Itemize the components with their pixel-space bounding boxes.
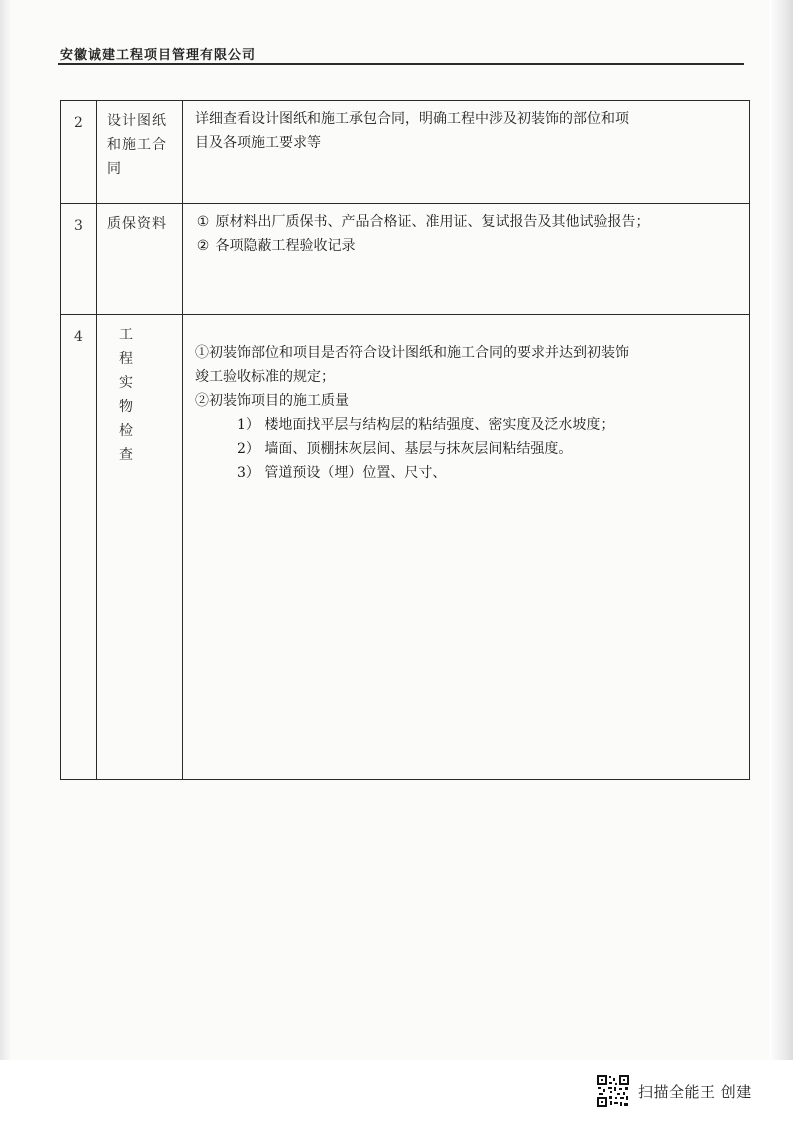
row-content: [183, 315, 750, 780]
scan-shadow-right: [769, 0, 793, 1060]
item-char: 查: [119, 447, 133, 463]
row-content: [183, 204, 750, 315]
table-row: [61, 101, 750, 204]
item-char: 物: [119, 399, 133, 415]
item-char: 工: [119, 327, 133, 343]
row-item-vertical: [97, 315, 183, 780]
sub-item: 2） 墙面、顶棚抹灰层间、基层与抹灰层间粘结强度。: [237, 441, 573, 457]
table-row: [61, 204, 750, 315]
item-char: 检: [119, 423, 133, 439]
item-line: 同: [107, 161, 122, 177]
item-line: 设计图纸: [107, 113, 167, 129]
row-number: 2: [61, 101, 97, 204]
item-char: 实: [119, 375, 133, 391]
list-item: [195, 234, 739, 258]
content-line: ②初装饰项目的施工质量: [195, 393, 349, 409]
header-rule: [58, 63, 744, 65]
sub-item: 1） 楼地面找平层与结构层的粘结强度、密实度及泛水坡度；: [237, 417, 615, 433]
circled-number: ①: [196, 214, 210, 230]
list-item-text: 各项隐蔽工程验收记录: [215, 238, 356, 254]
item-line: 和施工合: [107, 137, 167, 153]
content-line: 竣工验收标准的规定；: [195, 369, 335, 385]
list-item-text: 原材料出厂质保书、产品合格证、准用证、复试报告及其他试验报告；: [215, 214, 650, 230]
item-line: 质保资料: [107, 216, 167, 232]
row-item: [97, 101, 183, 204]
company-header: 安徽诚建工程项目管理有限公司: [60, 48, 257, 63]
content-line: 详细查看设计图纸和施工承包合同，明确工程中涉及初装饰的部位和项: [195, 111, 629, 127]
row-content: [183, 101, 750, 204]
qr-code-icon: [596, 1074, 630, 1108]
circled-number: ②: [196, 238, 210, 254]
inspection-table: [60, 100, 750, 780]
sub-item: 3） 管道预设（埋）位置、尺寸、: [237, 465, 447, 481]
scan-shadow-left: [0, 0, 10, 1060]
row-item: [97, 204, 183, 315]
item-char: 程: [119, 351, 133, 367]
row-number: 3: [61, 204, 97, 315]
table-row: [61, 315, 750, 780]
row-number: 4: [61, 315, 97, 780]
content-line: ①初装饰部位和项目是否符合设计图纸和施工合同的要求并达到初装饰: [195, 345, 629, 361]
content-line: 目及各项施工要求等: [195, 135, 321, 151]
scanner-brand-text: 扫描全能王 创建: [638, 1082, 752, 1101]
list-item: [195, 210, 739, 234]
scanner-watermark: [596, 1074, 752, 1108]
